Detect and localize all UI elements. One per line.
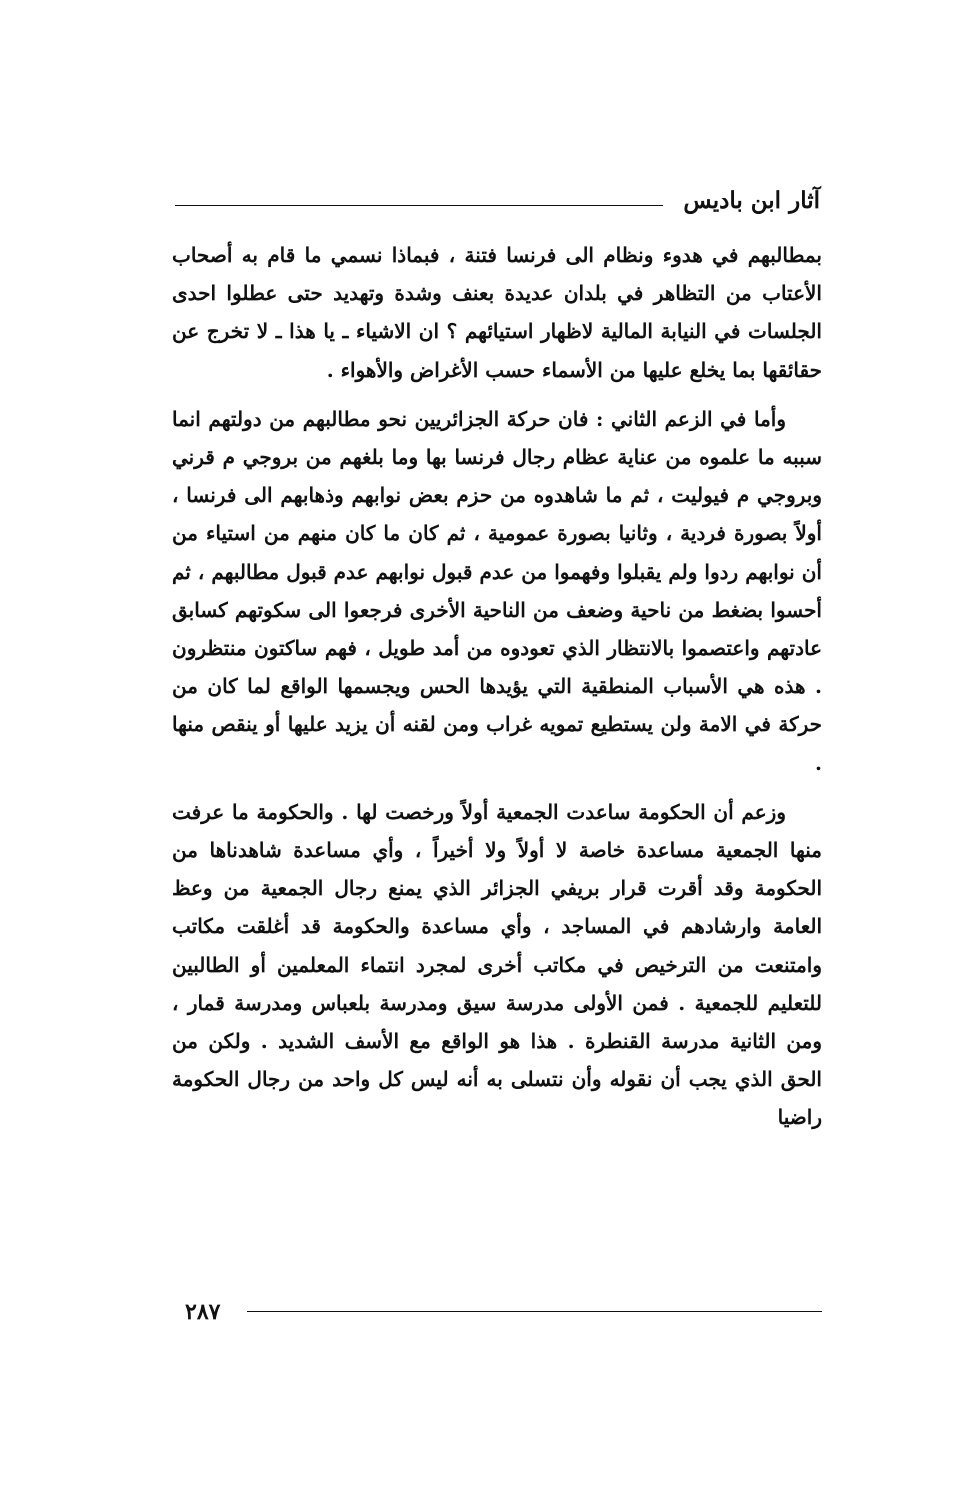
footer-rule <box>247 1311 822 1312</box>
body-text <box>172 236 822 1148</box>
page-footer <box>175 1297 820 1327</box>
page-number: ٢٨٧ <box>185 1299 221 1325</box>
running-header <box>175 186 820 216</box>
paragraph-1: بمطالبهم في هدوء ونظام الى فرنسا فتنة ، فبماذا نسمي ما قام به أصحاب الأعتاب من التظاهر في بلدان عديدة بعنف وشدة وتهديد حتى عطلوا احدى الجلسات في النيابة المالية لاظهار استيائهم ؟ ان الاشياء ـ يا هذا ـ لا تخرج عن حقائقها بما يخلع عليها من الأسماء حسب الأغراض والأهواء . <box>172 243 822 382</box>
paragraph-2: وأما في الزعم الثاني : فان حركة الجزائريين نحو مطالبهم من دولتهم انما سببه ما علموه من عناية عظام رجال فرنسا بها وما بلغهم من بروجي م قرني وبروجي م فيوليت ، ثم ما شاهدوه من حزم بعض نوابهم وذهابهم الى فرنسا ، أولاً بصورة فردية ، وثانيا بصورة عمومية ، ثم كان ما كان منهم من استياء من أن نوابهم ردوا ولم يقبلوا وفهموا من عدم قبول نوابهم عدم قبول مطالبهم ، ثم أحسوا بضغط من ناحية وضعف من الناحية الأخرى فرجعوا الى سكوتهم كسابق عادتهم واعتصموا بالانتظار الذي تعودوه من أمد طويل ، فهم ساكتون منتظرون . هذه هي الأسباب المنطقية التي يؤيدها الحس ويجسمها الواقع لما كان من حركة في الامة ولن يستطيع تمويه غراب ومن لقنه أن يزيد عليها أو ينقص منها . <box>172 406 822 775</box>
header-rule <box>175 205 663 206</box>
book-title: آثار ابن باديس <box>683 187 820 214</box>
paragraph-3: وزعم أن الحكومة ساعدت الجمعية أولاً ورخصت لها . والحكومة ما عرفت منها الجمعية مساعدة خاصة لا أولاً ولا أخيراً ، وأي مساعدة شاهدناها من الحكومة وقد أقرت قرار بريفي الجزائر الذي يمنع رجال الجمعية من وعظ العامة وارشادهم في المساجد ، وأي مساعدة والحكومة قد أغلقت مكاتب وامتنعت من الترخيص في مكاتب أخرى لمجرد انتماء المعلمين أو الطالبين للتعليم للجمعية . فمن الأولى مدرسة سيق ومدرسة بلعباس ومدرسة قمار ، ومن الثانية مدرسة القنطرة . هذا هو الواقع مع الأسف الشديد . ولكن من الحق الذي يجب أن نقوله وأن نتسلى به أنه ليس كل واحد من رجال الحكومة راضيا <box>172 799 822 1130</box>
